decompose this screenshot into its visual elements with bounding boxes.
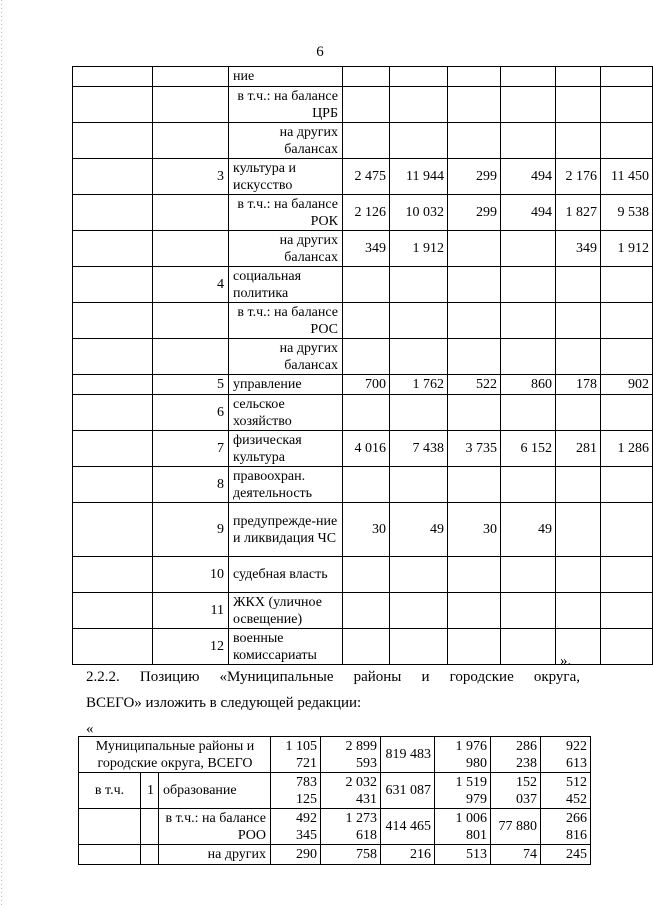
value-cell: 494 <box>501 195 556 231</box>
value-cell <box>501 123 556 159</box>
value-cell <box>448 231 501 267</box>
empty-cell <box>73 195 153 231</box>
value-cell <box>343 267 390 303</box>
roo-value: 1 006 801 <box>435 809 491 845</box>
table-row <box>73 467 653 503</box>
incl-label: в т.ч. <box>79 773 141 809</box>
paragraph-line-2: ВСЕГО» изложить в следующей редакции: <box>86 695 362 711</box>
other-value: 290 <box>271 845 321 865</box>
value-cell: 299 <box>448 195 501 231</box>
other-value: 216 <box>381 845 435 865</box>
value-cell <box>343 395 390 431</box>
value-cell <box>343 67 390 87</box>
value-cell: 2 176 <box>556 159 601 195</box>
value-cell: 49 <box>501 503 556 557</box>
empty-cell <box>141 845 159 865</box>
page-number: 6 <box>316 44 324 60</box>
row-label: на других балансах <box>229 339 343 375</box>
total-value: 1 976 980 <box>435 737 491 773</box>
education-label: образование <box>159 773 271 809</box>
total-row <box>79 737 591 773</box>
total-value: 286 238 <box>491 737 541 773</box>
row-index: 3 <box>153 159 229 195</box>
value-cell <box>448 593 501 629</box>
row-index: 8 <box>153 467 229 503</box>
value-cell <box>601 303 653 339</box>
roo-value: 414 465 <box>381 809 435 845</box>
empty-cell <box>73 267 153 303</box>
table-row <box>73 339 653 375</box>
value-cell: 30 <box>343 503 390 557</box>
table-row <box>73 231 653 267</box>
value-cell <box>556 395 601 431</box>
value-cell <box>501 339 556 375</box>
education-value: 631 087 <box>381 773 435 809</box>
value-cell <box>390 67 448 87</box>
value-cell <box>501 467 556 503</box>
table-row <box>73 267 653 303</box>
table-row <box>73 303 653 339</box>
empty-cell <box>73 231 153 267</box>
other-value: 513 <box>435 845 491 865</box>
row-index: 10 <box>153 557 229 593</box>
value-cell: 6 152 <box>501 431 556 467</box>
row-label: в т.ч.: на балансе РОК <box>229 195 343 231</box>
value-cell <box>390 467 448 503</box>
value-cell: 1 762 <box>390 375 448 395</box>
value-cell <box>556 67 601 87</box>
education-value: 152 037 <box>491 773 541 809</box>
empty-cell <box>73 87 153 123</box>
opening-quote: « <box>86 721 94 737</box>
row-index: 4 <box>153 267 229 303</box>
row-index: 11 <box>153 593 229 629</box>
value-cell: 11 450 <box>601 159 653 195</box>
value-cell <box>556 339 601 375</box>
table-row <box>73 431 653 467</box>
other-value: 74 <box>491 845 541 865</box>
table-row <box>73 375 653 395</box>
value-cell <box>501 231 556 267</box>
value-cell <box>448 67 501 87</box>
value-cell: 700 <box>343 375 390 395</box>
value-cell: 9 538 <box>601 195 653 231</box>
row-index: 6 <box>153 395 229 431</box>
value-cell: 4 016 <box>343 431 390 467</box>
value-cell <box>390 593 448 629</box>
value-cell <box>343 557 390 593</box>
value-cell <box>343 123 390 159</box>
value-cell: 178 <box>556 375 601 395</box>
education-value: 512 452 <box>541 773 591 809</box>
empty-cell <box>73 593 153 629</box>
roo-value: 77 880 <box>491 809 541 845</box>
value-cell <box>556 267 601 303</box>
value-cell <box>390 395 448 431</box>
value-cell: 281 <box>556 431 601 467</box>
education-value: 1 519 979 <box>435 773 491 809</box>
row-index <box>153 67 229 87</box>
row-label: сельское хозяйство <box>229 395 343 431</box>
value-cell <box>343 629 390 665</box>
value-cell <box>501 67 556 87</box>
value-cell <box>601 123 653 159</box>
education-value: 783 125 <box>271 773 321 809</box>
row-label: управление <box>229 375 343 395</box>
row-index: 9 <box>153 503 229 557</box>
value-cell <box>601 593 653 629</box>
empty-cell <box>73 629 153 665</box>
value-cell <box>390 87 448 123</box>
value-cell <box>448 303 501 339</box>
value-cell <box>390 557 448 593</box>
value-cell <box>556 303 601 339</box>
row-label: правоохран. деятельность <box>229 467 343 503</box>
value-cell <box>448 557 501 593</box>
value-cell <box>601 339 653 375</box>
value-cell <box>601 557 653 593</box>
value-cell: 1 912 <box>390 231 448 267</box>
value-cell <box>390 629 448 665</box>
empty-cell <box>73 123 153 159</box>
value-cell <box>343 467 390 503</box>
empty-cell <box>73 303 153 339</box>
budget-table-continued <box>72 66 653 665</box>
value-cell <box>448 339 501 375</box>
row-label: предупрежде-ние и ликвидация ЧС <box>229 503 343 557</box>
total-value: 1 105 721 <box>271 737 321 773</box>
empty-cell <box>73 159 153 195</box>
education-value: 2 032 431 <box>321 773 381 809</box>
roo-label: в т.ч.: на балансе РОО <box>159 809 271 845</box>
value-cell: 299 <box>448 159 501 195</box>
value-cell: 49 <box>390 503 448 557</box>
table-row <box>73 67 653 87</box>
table-row <box>73 557 653 593</box>
value-cell: 902 <box>601 375 653 395</box>
value-cell <box>556 123 601 159</box>
other-value: 758 <box>321 845 381 865</box>
other-value: 245 <box>541 845 591 865</box>
total-label: Муниципальные районы и городские округа, ВСЕГО <box>79 737 271 773</box>
value-cell <box>390 339 448 375</box>
value-cell <box>601 629 653 665</box>
budget-table-body <box>73 67 653 665</box>
value-cell <box>501 557 556 593</box>
value-cell: 30 <box>448 503 501 557</box>
empty-cell <box>73 503 153 557</box>
value-cell <box>390 267 448 303</box>
row-label: военные комиссариаты <box>229 629 343 665</box>
row-index <box>153 87 229 123</box>
table-row <box>73 123 653 159</box>
value-cell <box>501 87 556 123</box>
row-label: культура и искусство <box>229 159 343 195</box>
row-label: в т.ч.: на балансе ЦРБ <box>229 87 343 123</box>
row-label: ЖКХ (уличное освещение) <box>229 593 343 629</box>
total-value: 2 899 593 <box>321 737 381 773</box>
table-row <box>73 159 653 195</box>
value-cell <box>601 503 653 557</box>
value-cell <box>390 303 448 339</box>
roo-value: 492 345 <box>271 809 321 845</box>
value-cell <box>448 87 501 123</box>
empty-cell <box>73 67 153 87</box>
roo-row <box>79 809 591 845</box>
row-index <box>153 123 229 159</box>
value-cell <box>390 123 448 159</box>
empty-cell <box>73 395 153 431</box>
table-row <box>73 593 653 629</box>
value-cell <box>556 467 601 503</box>
value-cell: 860 <box>501 375 556 395</box>
value-cell: 3 735 <box>448 431 501 467</box>
value-cell: 2 475 <box>343 159 390 195</box>
row-label: социальная политика <box>229 267 343 303</box>
empty-cell <box>73 375 153 395</box>
value-cell <box>556 557 601 593</box>
row-label: физическая культура <box>229 431 343 467</box>
total-value: 922 613 <box>541 737 591 773</box>
value-cell <box>448 267 501 303</box>
value-cell: 1 827 <box>556 195 601 231</box>
other-label: на других <box>159 845 271 865</box>
row-label: на других балансах <box>229 231 343 267</box>
empty-cell <box>79 809 141 845</box>
value-cell: 1 912 <box>601 231 653 267</box>
education-index: 1 <box>141 773 159 809</box>
value-cell: 349 <box>343 231 390 267</box>
row-index <box>153 231 229 267</box>
value-cell <box>343 593 390 629</box>
empty-cell <box>141 809 159 845</box>
table-row <box>73 195 653 231</box>
value-cell: 1 286 <box>601 431 653 467</box>
value-cell <box>343 303 390 339</box>
table-row <box>73 503 653 557</box>
value-cell <box>448 395 501 431</box>
value-cell <box>501 303 556 339</box>
row-index: 7 <box>153 431 229 467</box>
empty-cell <box>79 845 141 865</box>
municipal-total-table <box>78 736 591 865</box>
paragraph-line-1: 2.2.2. Позицию «Муниципальные районы и городские округа, <box>86 669 580 685</box>
value-cell <box>448 467 501 503</box>
row-label: на других балансах <box>229 123 343 159</box>
empty-cell <box>73 339 153 375</box>
row-index <box>153 195 229 231</box>
row-label: в т.ч.: на балансе РОС <box>229 303 343 339</box>
value-cell: 7 438 <box>390 431 448 467</box>
roo-value: 266 816 <box>541 809 591 845</box>
value-cell: 2 126 <box>343 195 390 231</box>
value-cell <box>448 629 501 665</box>
page-edge-dots <box>1 0 2 905</box>
value-cell <box>601 67 653 87</box>
total-value: 819 483 <box>381 737 435 773</box>
empty-cell <box>73 557 153 593</box>
roo-value: 1 273 618 <box>321 809 381 845</box>
education-row <box>79 773 591 809</box>
value-cell: 11 944 <box>390 159 448 195</box>
value-cell <box>601 267 653 303</box>
row-index <box>153 303 229 339</box>
value-cell: 10 032 <box>390 195 448 231</box>
row-label: судебная власть <box>229 557 343 593</box>
value-cell <box>601 467 653 503</box>
value-cell <box>501 629 556 665</box>
table-row <box>73 395 653 431</box>
row-label: ние <box>229 67 343 87</box>
value-cell <box>556 503 601 557</box>
value-cell <box>601 395 653 431</box>
empty-cell <box>73 467 153 503</box>
value-cell: 494 <box>501 159 556 195</box>
other-row <box>79 845 591 865</box>
value-cell: 349 <box>556 231 601 267</box>
value-cell <box>556 87 601 123</box>
value-cell <box>343 339 390 375</box>
value-cell <box>501 395 556 431</box>
closing-quote: ». <box>560 653 572 669</box>
empty-cell <box>73 431 153 467</box>
value-cell <box>556 593 601 629</box>
row-index: 12 <box>153 629 229 665</box>
value-cell <box>601 87 653 123</box>
value-cell: 522 <box>448 375 501 395</box>
table-row <box>73 87 653 123</box>
value-cell <box>501 267 556 303</box>
value-cell <box>448 123 501 159</box>
row-index: 5 <box>153 375 229 395</box>
value-cell <box>343 87 390 123</box>
value-cell <box>501 593 556 629</box>
row-index <box>153 339 229 375</box>
